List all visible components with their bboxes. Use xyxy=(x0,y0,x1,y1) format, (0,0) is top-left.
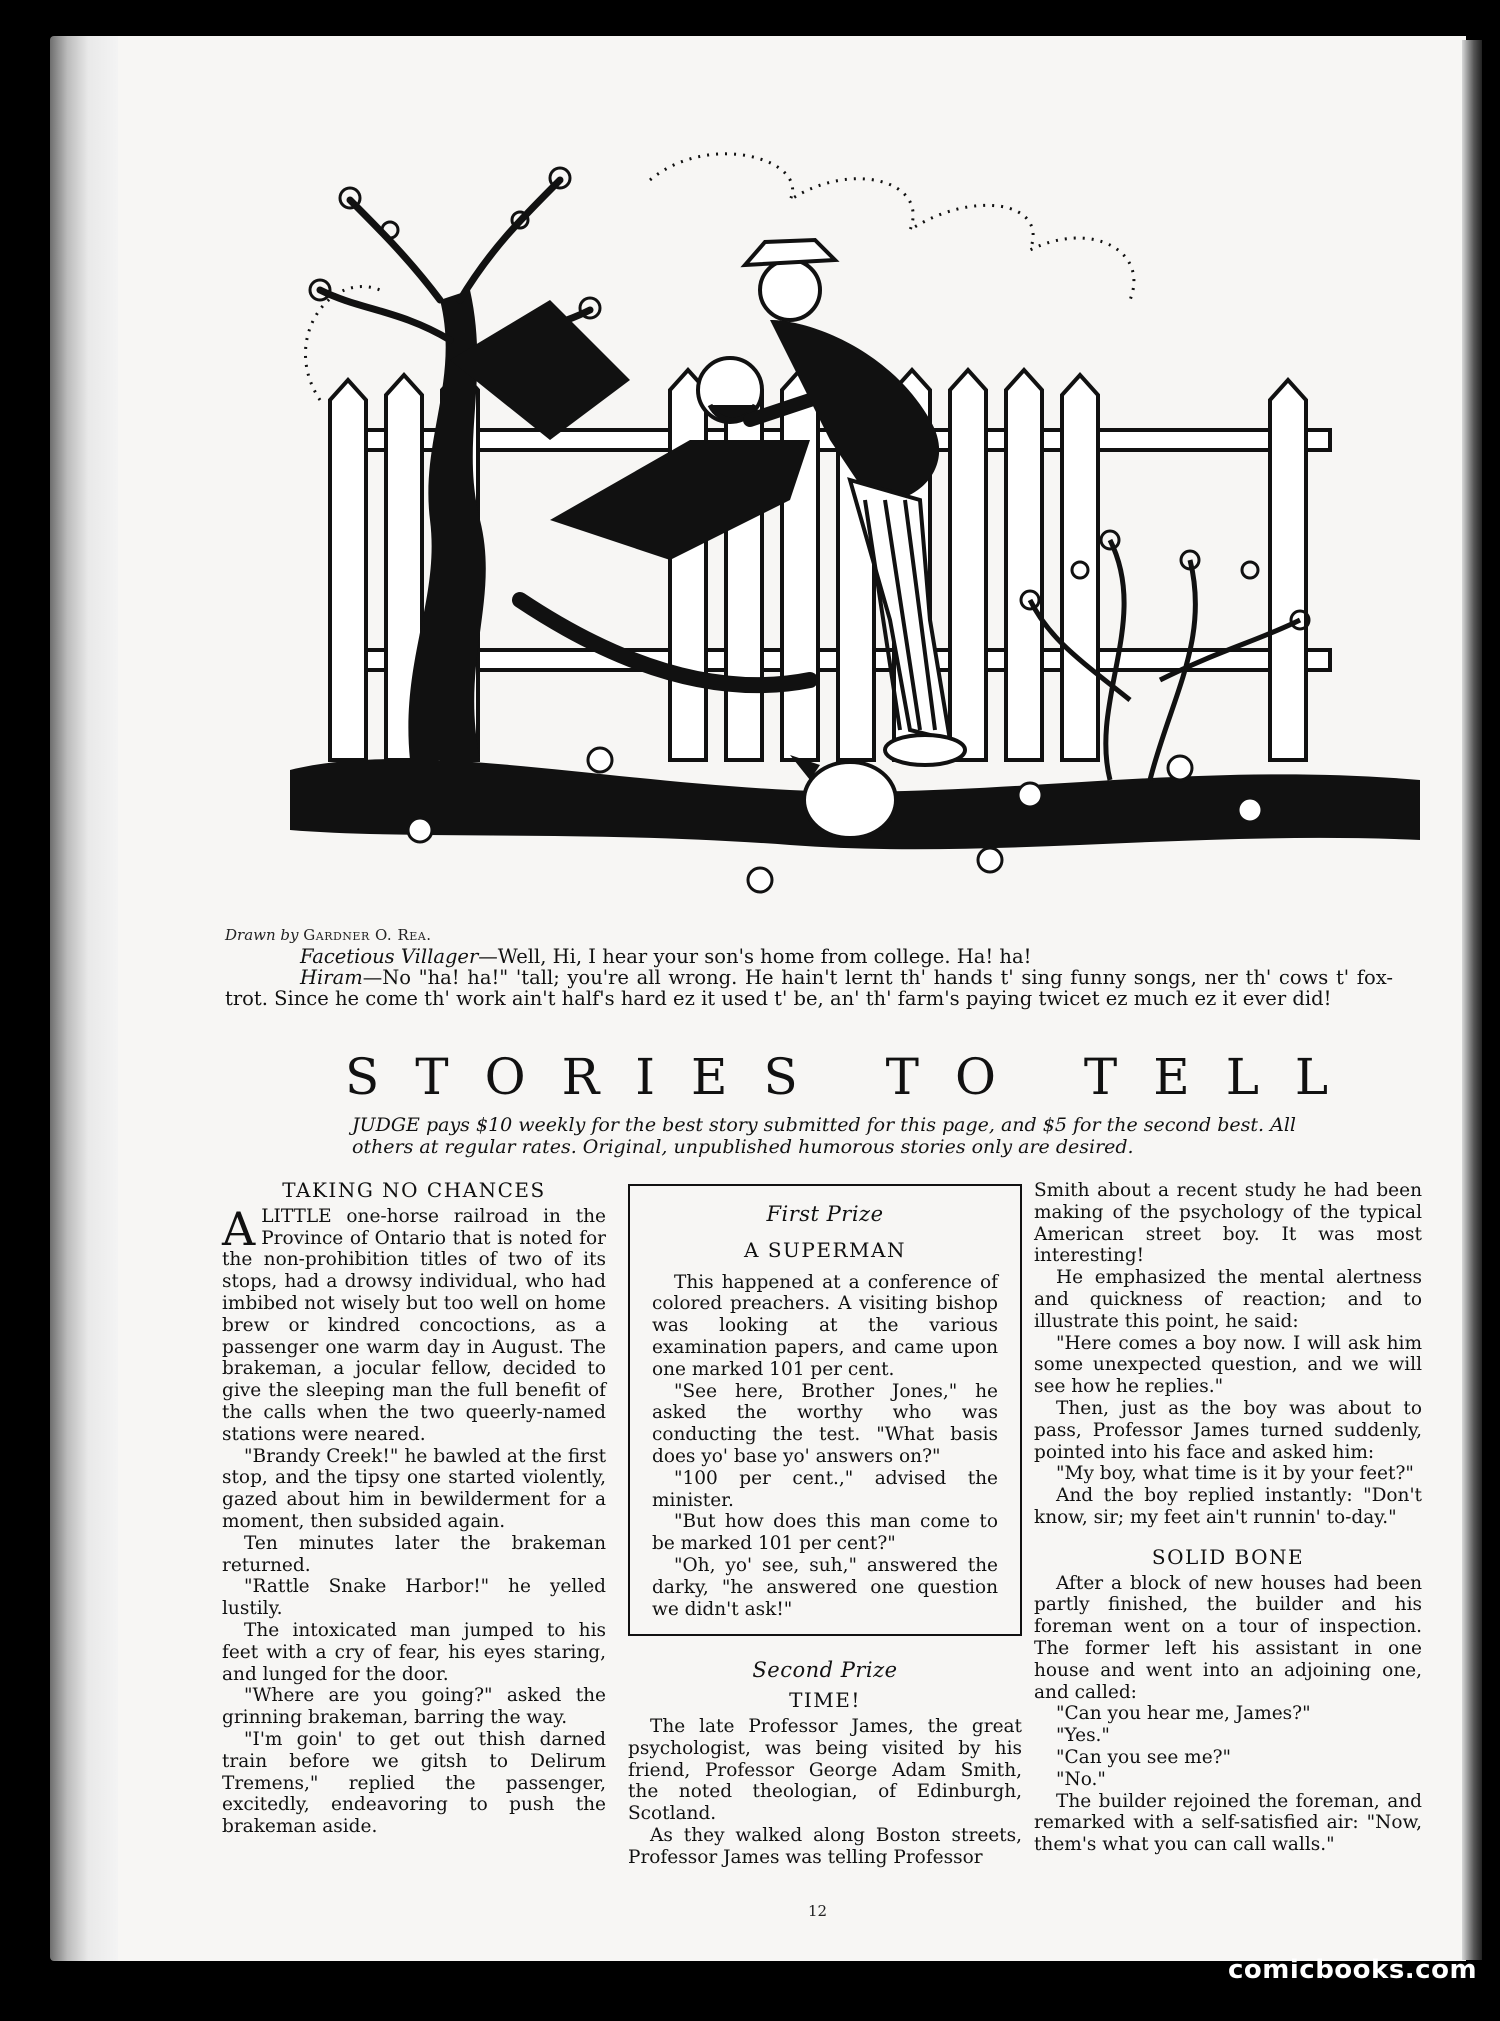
story-paragraph-text: LITTLE one-horse railroad in the Province of Ontario that is noted for the non-prohibition titles of two of its stops, had a drowsy individual, who had imbibed not wisely but too well on home brew or kindred concoctions, as a passenger one warm day in August. The brakeman, a jocular fellow, decided to give the sleeping man the full benefit of the calls when the two queerly-named stations were neared. xyxy=(222,1205,606,1445)
caption-speaker-1: Facetious Villager xyxy=(300,945,479,968)
column-prizes xyxy=(628,1180,1022,1869)
page-title: STORIES TO TELL xyxy=(345,1048,1365,1106)
story-paragraph: "See here, Brother Jones," he asked the worthy who was conducting the test. "What basis does yo' base yo' answers on?" xyxy=(652,1380,998,1467)
column-taking-no-chances xyxy=(222,1180,606,1838)
story-paragraph: "Can you hear me, James?" xyxy=(1056,1703,1311,1725)
story-paragraph: "My boy, what time is it by your feet?" xyxy=(1056,1463,1414,1485)
site-watermark: comicbooks.com xyxy=(1228,1955,1478,1985)
story-paragraph: Ten minutes later the brakeman returned. xyxy=(222,1532,606,1576)
page-edge xyxy=(1462,40,1482,1960)
credit-prefix: Drawn by xyxy=(225,926,299,944)
story-heading: TIME! xyxy=(789,1688,861,1713)
story-paragraph: "But how does this man come to be marked 101 per cent?" xyxy=(652,1511,998,1555)
story-paragraph: "Brandy Creek!" he bawled at the first stop, and the tipsy one started violently, gazed about him in bewilderment for a moment, then subsided again. xyxy=(222,1445,606,1532)
story-paragraph: After a block of new houses had been partly finished, the builder and his foreman went on a tour of inspection. The former left his assistant in one house and went into an adjoining one, and called: xyxy=(1034,1572,1422,1703)
book-spine xyxy=(50,36,120,1961)
first-prize-label: First Prize xyxy=(766,1202,884,1226)
story-paragraph: The intoxicated man jumped to his feet with a cry of fear, his eyes staring, and lunged for the door. xyxy=(222,1619,606,1685)
story-heading: TAKING NO CHANCES xyxy=(282,1178,546,1202)
story-paragraph: "Yes." xyxy=(1056,1725,1110,1747)
caption-line-2 xyxy=(225,967,1393,1009)
story-paragraph: He emphasized the mental alertness and quickness of reaction; and to illustrate this point, he said: xyxy=(1034,1267,1422,1332)
page-subtitle: JUDGE pays $10 weekly for the best story submitted for this page, and $5 for the second best. All others at regular rates. Original, unpublished humorous stories only are desired. xyxy=(352,1114,1296,1158)
story-paragraph xyxy=(222,1201,606,1446)
story-paragraph: "Can you see me?" xyxy=(1056,1746,1232,1768)
story-paragraph: "Rattle Snake Harbor!" he yelled lustily. xyxy=(222,1576,606,1620)
caption-line-1 xyxy=(225,946,1393,967)
story-heading: A SUPERMAN xyxy=(744,1237,906,1262)
story-paragraph: "Oh, yo' see, suh," answered the darky, "he answered one question we didn't ask!" xyxy=(652,1554,998,1620)
caption-dialogue-2: —No "ha! ha!" 'tall; you're all wrong. He hain't lernt th' hands t' sing funny songs, ner th' cows t' fox-trot. Since he come th' work ain't half's hard ez it used t' be, an' th' farm's paying twicet ez much ez it ever did! xyxy=(225,966,1393,1010)
cartoon-illustration xyxy=(290,140,1420,930)
second-prize-section xyxy=(628,1660,1022,1868)
story-heading: SOLID BONE xyxy=(1151,1544,1305,1569)
story-paragraph: Then, just as the boy was about to pass, Professor James turned suddenly, pointed into his face and asked him: xyxy=(1034,1397,1422,1463)
first-prize-box xyxy=(628,1184,1022,1636)
caption-speaker-2: Hiram xyxy=(300,966,363,989)
story-paragraph: As they walked along Boston streets, Professor James was telling Professor xyxy=(628,1824,1022,1868)
story-paragraph: The late Professor James, the great psychologist, was being visited by his friend, Professor George Adam Smith, the noted theologian, of Edinburgh, Scotland. xyxy=(628,1715,1022,1825)
caption-dialogue-1: —Well, Hi, I hear your son's home from college. Ha! ha! xyxy=(478,945,1032,968)
illustration-credit xyxy=(225,926,432,944)
story-paragraph: And the boy replied instantly: "Don't know, sir; my feet ain't runnin' to-day." xyxy=(1034,1485,1422,1528)
story-paragraph: "Where are you going?" asked the grinning brakeman, barring the way. xyxy=(222,1685,606,1729)
story-paragraph: Smith about a recent study he had been making of the psychology of the typical American street boy. It was most interesting! xyxy=(1034,1180,1422,1267)
column-continued xyxy=(1034,1180,1422,1856)
second-prize-label: Second Prize xyxy=(752,1658,898,1683)
page-number: 12 xyxy=(808,1902,828,1920)
credit-name: Gardner O. Rea. xyxy=(303,926,432,944)
story-paragraph: This happened at a conference of colored preachers. A visiting bishop was looking at the various examination papers, and came upon one marked 101 per cent. xyxy=(652,1271,998,1380)
drop-cap: A xyxy=(222,1201,256,1256)
story-paragraph: "100 per cent.," advised the minister. xyxy=(652,1467,998,1511)
story-paragraph: "Here comes a boy now. I will ask him some unexpected question, and we will see how he replies." xyxy=(1034,1332,1422,1398)
story-paragraph: "No." xyxy=(1056,1768,1106,1790)
story-paragraph: "I'm goin' to get out thish darned train before we gitsh to Delirum Tremens," replied the passenger, excitedly, endeavoring to push the brakeman aside. xyxy=(222,1728,606,1838)
story-paragraph: The builder rejoined the foreman, and remarked with a self-satisfied air: "Now, them's what you can call walls." xyxy=(1034,1790,1422,1856)
illustration-caption xyxy=(225,946,1393,1009)
